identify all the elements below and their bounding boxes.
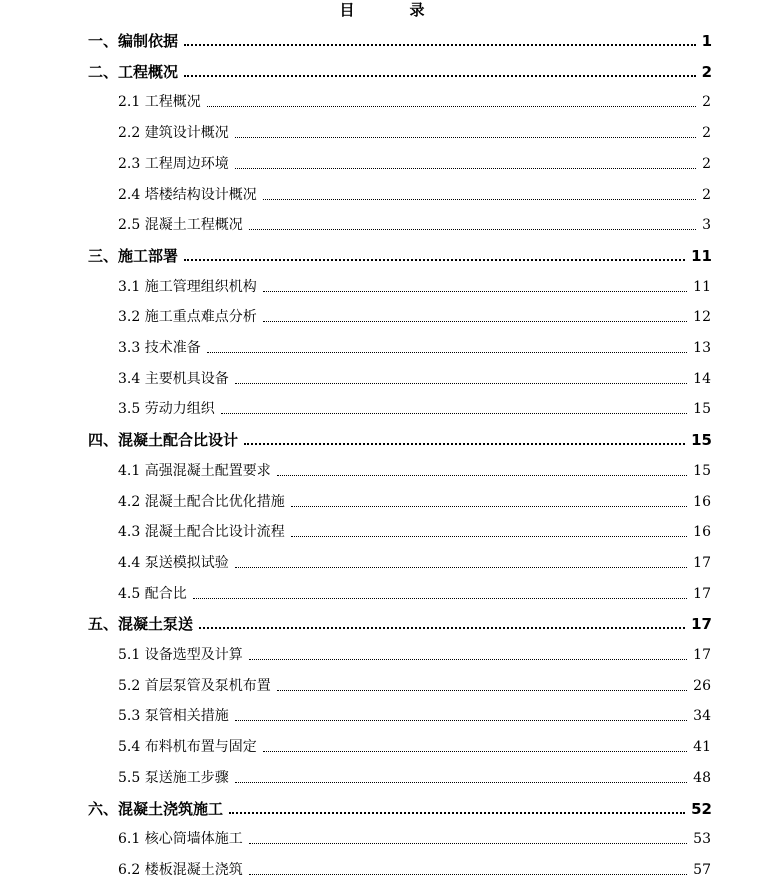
toc-entry-label: 3.2 施工重点难点分析: [118, 309, 257, 326]
toc-leader-dots: [193, 594, 687, 599]
toc-section-entry[interactable]: [118, 397, 711, 419]
toc-page-number: 2: [702, 94, 711, 111]
toc-page-number: 11: [691, 246, 712, 265]
toc-leader-dots: [249, 225, 696, 230]
toc-leader-dots: [235, 716, 687, 721]
toc-leader-dots: [277, 686, 687, 691]
toc-page-number: 1: [701, 32, 712, 50]
toc-section-entry[interactable]: [118, 183, 711, 205]
toc-entry-label: 4.4 泵送模拟试验: [118, 554, 229, 571]
toc-page-number: 34: [693, 708, 711, 725]
toc-section-entry[interactable]: [118, 551, 711, 573]
toc-section-entry[interactable]: [118, 520, 711, 542]
toc-page-number: 15: [691, 431, 712, 450]
toc-page-number: 15: [693, 401, 711, 418]
toc-chapter-entry[interactable]: [88, 244, 712, 266]
toc-entry-label: 4.3 混凝土配合比设计流程: [118, 524, 285, 541]
toc-section-entry[interactable]: [118, 121, 711, 143]
toc-entry-label: 2.3 工程周边环境: [118, 155, 229, 172]
toc-leader-dots: [263, 287, 687, 292]
toc-section-entry[interactable]: [118, 858, 711, 880]
toc-leader-dots: [235, 778, 687, 783]
toc-leader-dots: [263, 747, 687, 752]
toc-page-number: 2: [702, 186, 711, 203]
toc-page-number: 2: [701, 62, 712, 81]
toc-section-entry[interactable]: [118, 152, 711, 174]
toc-entry-label: 3.4 主要机具设备: [118, 370, 229, 387]
toc-leader-dots: [235, 379, 687, 384]
toc-section-entry[interactable]: [118, 213, 711, 235]
toc-section-entry[interactable]: [118, 643, 711, 665]
toc-page-number: 13: [693, 340, 711, 356]
toc-page-number: 2: [702, 155, 711, 172]
toc-leader-dots: [229, 808, 685, 814]
toc-page-number: 16: [693, 524, 711, 541]
toc-page-number: 15: [693, 462, 711, 479]
toc-leader-dots: [235, 563, 687, 568]
toc-entry-label: 3.5 劳动力组织: [118, 401, 215, 418]
toc-entry-label: 三、施工部署: [88, 246, 179, 265]
toc-section-entry[interactable]: [118, 275, 711, 297]
toc-entry-label: 一、编制依据: [88, 32, 179, 50]
toc-section-entry[interactable]: [118, 582, 711, 604]
toc-section-entry[interactable]: [118, 459, 711, 481]
toc-page-number: 48: [693, 769, 711, 786]
toc-section-entry[interactable]: [118, 90, 711, 112]
toc-section-entry[interactable]: [118, 735, 711, 757]
toc-chapter-entry[interactable]: [88, 797, 712, 819]
toc-page-number: 17: [693, 554, 711, 571]
toc-entry-label: 5.1 设备选型及计算: [118, 647, 243, 663]
toc-entry-label: 5.3 泵管相关措施: [118, 708, 229, 725]
toc-section-entry[interactable]: [118, 490, 711, 512]
toc-page-number: 17: [691, 615, 712, 634]
toc-page-number: 26: [693, 677, 711, 694]
toc-entry-label: 2.4 塔楼结构设计概况: [118, 186, 257, 203]
toc-leader-dots: [235, 164, 696, 169]
toc-chapter-entry[interactable]: [88, 60, 712, 82]
toc-leader-dots: [277, 471, 687, 476]
toc-leader-dots: [207, 102, 696, 107]
toc-entry-label: 5.4 布料机布置与固定: [118, 739, 257, 756]
toc-leader-dots: [184, 71, 696, 77]
toc-chapter-entry[interactable]: [88, 612, 712, 634]
toc-section-entry[interactable]: [118, 336, 711, 358]
toc-page-number: 17: [693, 585, 711, 602]
toc-leader-dots: [184, 40, 696, 46]
toc-page-number: 12: [693, 309, 711, 326]
toc-entry-label: 4.2 混凝土配合比优化措施: [118, 493, 285, 510]
toc-entry-label: 五、混凝土泵送: [88, 615, 194, 634]
page-title: 目 录: [339, 1, 445, 19]
toc-section-entry[interactable]: [118, 827, 711, 849]
toc-leader-dots: [221, 409, 687, 414]
toc-page-number: 3: [702, 217, 711, 234]
toc-page-number: 2: [702, 125, 711, 142]
toc-leader-dots: [249, 839, 687, 844]
toc-entry-label: 2.2 建筑设计概况: [118, 125, 229, 142]
toc-entry-label: 2.1 工程概况: [118, 94, 201, 111]
toc-section-entry[interactable]: [118, 674, 711, 696]
toc-leader-dots: [249, 655, 687, 660]
toc-entry-label: 4.1 高强混凝土配置要求: [118, 462, 271, 479]
toc-page-number: 41: [693, 739, 711, 756]
toc-page-number: 17: [693, 647, 711, 663]
toc-entry-label: 二、工程概况: [88, 62, 179, 81]
toc-leader-dots: [184, 255, 685, 261]
toc-entry-label: 六、混凝土浇筑施工: [88, 799, 224, 818]
toc-leader-dots: [263, 195, 696, 200]
toc-page-number: 52: [691, 799, 712, 818]
toc-leader-dots: [235, 133, 696, 138]
toc-entry-label: 3.3 技术准备: [118, 340, 201, 356]
toc-leader-dots: [244, 439, 685, 445]
toc-section-entry[interactable]: [118, 305, 711, 327]
toc-entry-label: 四、混凝土配合比设计: [88, 431, 239, 450]
toc-entry-label: 3.1 施工管理组织机构: [118, 278, 257, 295]
toc-entry-label: 6.2 楼板混凝土浇筑: [118, 861, 243, 878]
toc-page-number: 57: [693, 861, 711, 878]
toc-leader-dots: [263, 317, 687, 322]
toc-entry-label: 5.2 首层泵管及泵机布置: [118, 677, 271, 694]
toc-entry-label: 6.1 核心筒墙体施工: [118, 831, 243, 848]
toc-section-entry[interactable]: [118, 704, 711, 726]
toc-page-number: 11: [693, 278, 711, 295]
toc-chapter-entry[interactable]: [88, 29, 712, 51]
toc-entry-label: 4.5 配合比: [118, 585, 187, 602]
toc-leader-dots: [199, 623, 685, 629]
toc-page-number: 14: [693, 370, 711, 387]
toc-chapter-entry[interactable]: [88, 428, 712, 450]
toc-leader-dots: [249, 870, 687, 875]
toc-section-entry[interactable]: [118, 367, 711, 389]
toc-leader-dots: [291, 502, 687, 507]
toc-page-number: 53: [693, 831, 711, 848]
toc-leader-dots: [207, 348, 687, 353]
toc-entry-label: 2.5 混凝土工程概况: [118, 217, 243, 234]
toc-leader-dots: [291, 532, 687, 537]
toc-entry-label: 5.5 泵送施工步骤: [118, 769, 229, 786]
toc-section-entry[interactable]: [118, 766, 711, 788]
toc-page-number: 16: [693, 493, 711, 510]
